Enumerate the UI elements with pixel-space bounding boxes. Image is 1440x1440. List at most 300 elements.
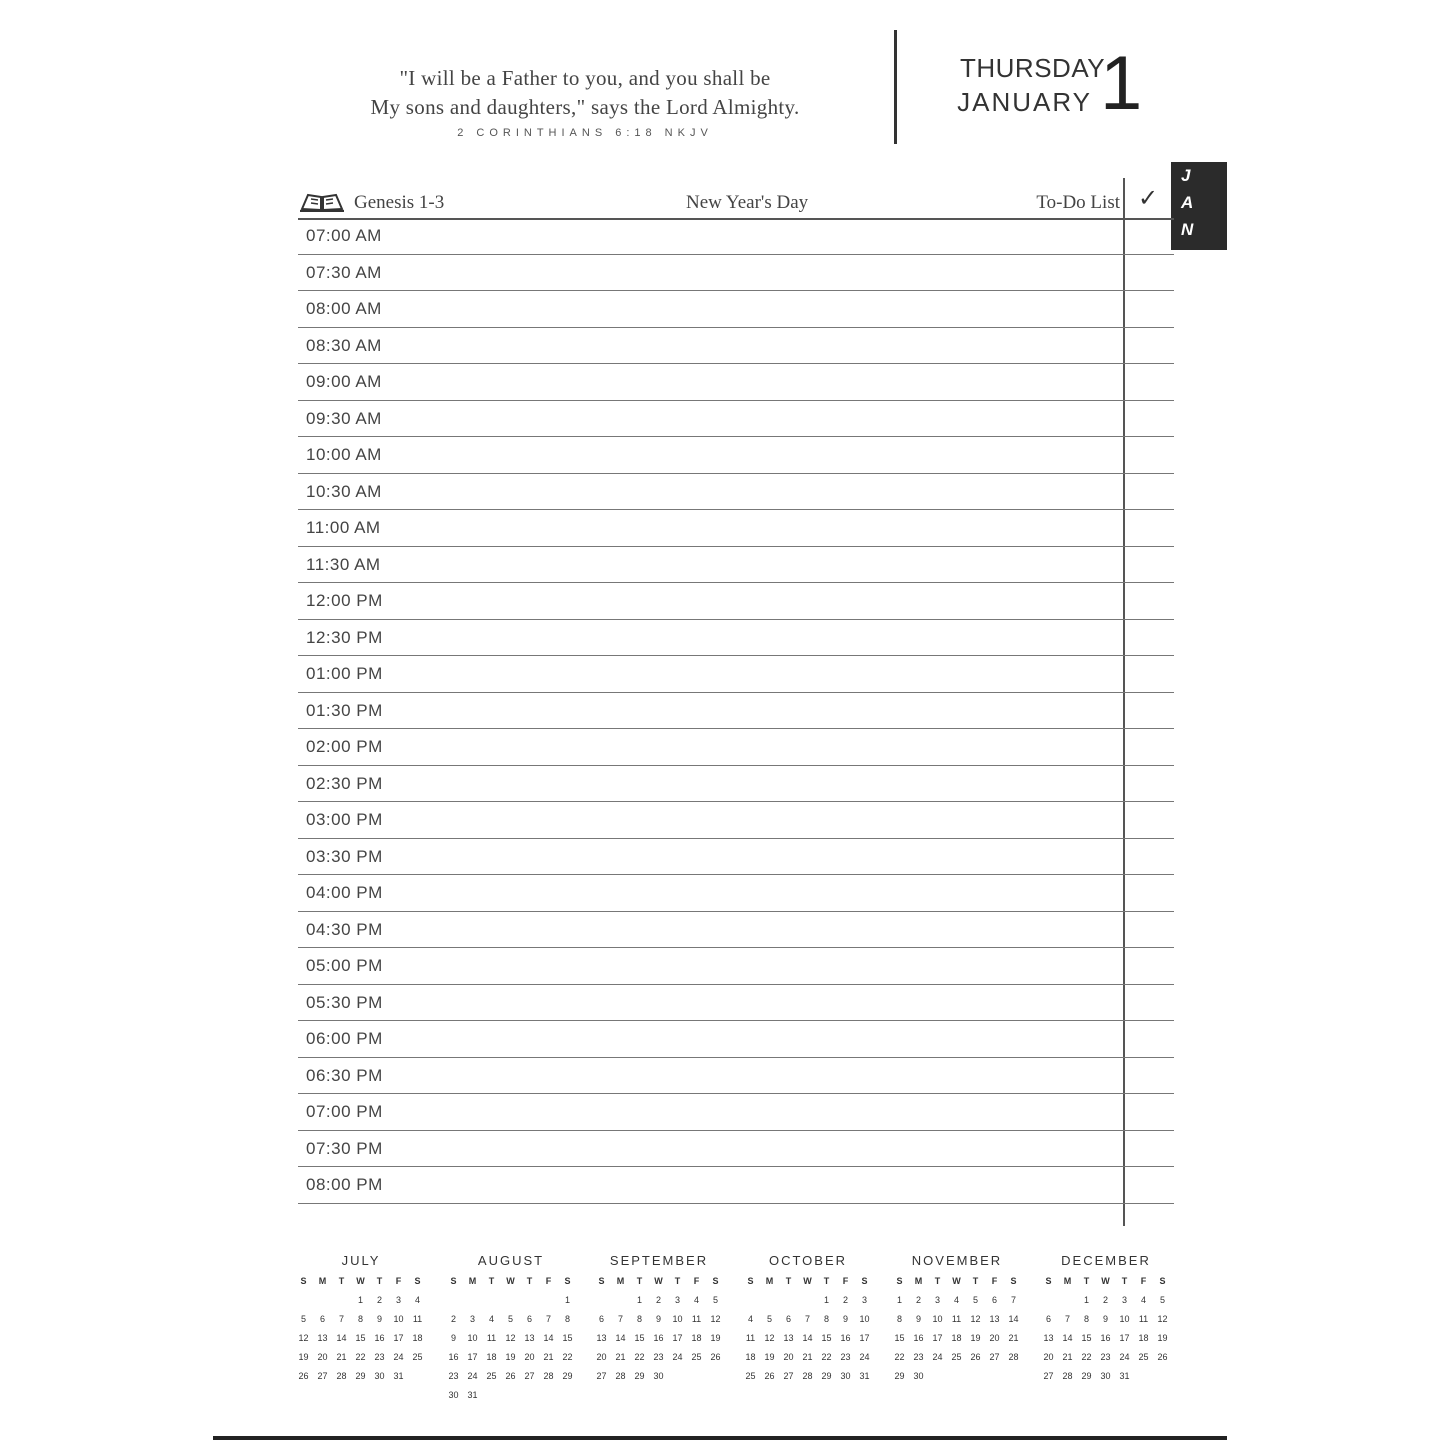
calendar-day: 18 xyxy=(412,1333,423,1343)
calendar-day: 2 xyxy=(376,1295,382,1305)
calendar-day: 28 xyxy=(336,1371,347,1381)
calendar-day: 15 xyxy=(821,1333,832,1343)
calendar-day: 1 xyxy=(636,1295,642,1305)
calendar-day: 17 xyxy=(932,1333,943,1343)
calendar-day: 13 xyxy=(1043,1333,1054,1343)
calendar-day: 14 xyxy=(336,1333,347,1343)
calendar-day: 17 xyxy=(672,1333,683,1343)
empty-cell xyxy=(482,1291,501,1310)
time-slot-row[interactable] xyxy=(298,474,1174,511)
calendar-day: 18 xyxy=(951,1333,962,1343)
mini-calendar-month: SEPTEMBER xyxy=(609,1253,709,1268)
time-label: 12:30 PM xyxy=(306,627,383,647)
weekday-header: T xyxy=(674,1276,681,1286)
calendar-day: 19 xyxy=(1157,1333,1168,1343)
weekday-header: F xyxy=(693,1276,700,1286)
weekday-header: S xyxy=(1010,1276,1017,1286)
calendar-day: 25 xyxy=(412,1352,423,1362)
empty-cell xyxy=(501,1291,520,1310)
calendar-day: 22 xyxy=(562,1352,573,1362)
calendar-day: 15 xyxy=(894,1333,905,1343)
weekday-header: T xyxy=(376,1276,383,1286)
weekday-header: T xyxy=(1083,1276,1090,1286)
time-slot-row[interactable] xyxy=(298,255,1174,292)
scripture-quote xyxy=(330,64,840,139)
calendar-day: 11 xyxy=(691,1314,702,1324)
calendar-day: 24 xyxy=(1119,1352,1130,1362)
calendar-day: 17 xyxy=(393,1333,404,1343)
calendar-day: 5 xyxy=(1159,1295,1165,1305)
weekday-header: T xyxy=(934,1276,941,1286)
weekday-header: F xyxy=(842,1276,849,1286)
calendar-day: 2 xyxy=(450,1314,456,1324)
empty-cell xyxy=(539,1291,558,1310)
empty-cell xyxy=(1058,1291,1077,1310)
time-label: 05:30 PM xyxy=(306,992,383,1012)
calendar-day: 23 xyxy=(374,1352,385,1362)
empty-cell xyxy=(332,1291,351,1310)
time-label: 10:30 AM xyxy=(306,481,382,501)
calendar-day: 19 xyxy=(970,1333,981,1343)
time-slot-row[interactable] xyxy=(298,291,1174,328)
calendar-day: 26 xyxy=(710,1352,721,1362)
calendar-day: 27 xyxy=(524,1371,535,1381)
calendar-day: 17 xyxy=(859,1333,870,1343)
calendar-day: 20 xyxy=(783,1352,794,1362)
quote-line-2: My sons and daughters," says the Lord Almighty. xyxy=(370,95,800,119)
calendar-day: 14 xyxy=(615,1333,626,1343)
calendar-day: 3 xyxy=(934,1295,940,1305)
calendar-day: 9 xyxy=(376,1314,382,1324)
calendar-day: 16 xyxy=(840,1333,851,1343)
calendar-day: 14 xyxy=(1062,1333,1073,1343)
calendar-day: 17 xyxy=(467,1352,478,1362)
calendar-day: 10 xyxy=(859,1314,870,1324)
calendar-day: 18 xyxy=(1138,1333,1149,1343)
time-label: 09:00 AM xyxy=(306,372,382,391)
calendar-day: 12 xyxy=(970,1314,981,1324)
calendar-day: 31 xyxy=(1119,1371,1130,1381)
calendar-day: 13 xyxy=(596,1333,607,1343)
calendar-day: 4 xyxy=(414,1295,420,1305)
checkmark-icon: ✓ xyxy=(1138,185,1159,212)
bottom-rule xyxy=(213,1436,1227,1440)
calendar-day: 1 xyxy=(564,1295,570,1305)
calendar-day: 24 xyxy=(859,1352,870,1362)
month-tab-letter: N xyxy=(1181,220,1194,239)
time-label: 09:30 AM xyxy=(306,408,382,428)
calendar-day: 10 xyxy=(932,1314,943,1324)
calendar-day: 7 xyxy=(1064,1314,1070,1324)
time-slot-row[interactable] xyxy=(298,1021,1174,1058)
calendar-day: 21 xyxy=(543,1352,554,1362)
time-label: 11:00 AM xyxy=(306,518,381,537)
calendar-day: 18 xyxy=(486,1352,497,1362)
time-slot-row[interactable] xyxy=(298,1131,1174,1168)
calendar-day: 23 xyxy=(1100,1352,1111,1362)
calendar-day: 11 xyxy=(412,1314,423,1324)
calendar-day: 27 xyxy=(596,1371,607,1381)
calendar-day: 10 xyxy=(393,1314,404,1324)
calendar-day: 14 xyxy=(1008,1314,1019,1324)
weekday-header: M xyxy=(468,1276,477,1286)
weekday-header: S xyxy=(564,1276,571,1286)
calendar-day: 15 xyxy=(355,1333,366,1343)
quote-line-1: "I will be a Father to you, and you shall be xyxy=(399,66,771,90)
weekday-header: T xyxy=(785,1276,792,1286)
calendar-day: 22 xyxy=(894,1352,905,1362)
calendar-day: 24 xyxy=(467,1371,478,1381)
time-slot-row[interactable] xyxy=(298,729,1174,766)
mini-calendar xyxy=(1039,1252,1173,1386)
time-slot-row[interactable] xyxy=(298,328,1174,365)
calendar-day: 9 xyxy=(1102,1314,1108,1324)
time-label: 02:00 PM xyxy=(306,737,383,756)
month-tab-letter: A xyxy=(1181,193,1194,212)
planner-header xyxy=(298,186,1174,220)
calendar-day: 19 xyxy=(505,1352,516,1362)
weekday-header: M xyxy=(765,1276,774,1286)
weekday-header: M xyxy=(914,1276,923,1286)
calendar-day: 11 xyxy=(951,1314,962,1324)
calendar-day: 29 xyxy=(1081,1371,1092,1381)
time-label: 01:30 PM xyxy=(306,700,383,720)
calendar-day: 4 xyxy=(747,1314,753,1324)
empty-cell xyxy=(592,1291,611,1310)
weekday-header: S xyxy=(1045,1276,1052,1286)
calendar-day: 19 xyxy=(710,1333,721,1343)
calendar-day: 1 xyxy=(823,1295,829,1305)
calendar-day: 28 xyxy=(802,1371,813,1381)
calendar-day: 23 xyxy=(840,1352,851,1362)
calendar-day: 25 xyxy=(951,1352,962,1362)
time-slot-row[interactable] xyxy=(298,1167,1174,1204)
calendar-day: 8 xyxy=(896,1314,902,1324)
calendar-day: 9 xyxy=(655,1314,661,1324)
calendar-day: 30 xyxy=(653,1371,664,1381)
calendar-day: 10 xyxy=(1119,1314,1130,1324)
calendar-day: 7 xyxy=(617,1314,623,1324)
calendar-day: 28 xyxy=(1008,1352,1019,1362)
calendar-day: 8 xyxy=(1083,1314,1089,1324)
calendar-day: 16 xyxy=(374,1333,385,1343)
mini-calendar-month: JULY xyxy=(341,1253,381,1268)
weekday-header: T xyxy=(823,1276,830,1286)
time-slot-row[interactable] xyxy=(298,437,1174,474)
calendar-day: 22 xyxy=(1081,1352,1092,1362)
mini-calendar-month: DECEMBER xyxy=(1061,1253,1151,1268)
weekday-header: S xyxy=(300,1276,307,1286)
calendar-day: 26 xyxy=(970,1352,981,1362)
calendar-day: 18 xyxy=(745,1352,756,1362)
empty-cell xyxy=(294,1291,313,1310)
weekday-header: W xyxy=(952,1276,961,1286)
weekday-header: F xyxy=(1140,1276,1147,1286)
weekday-header: T xyxy=(488,1276,495,1286)
calendar-day: 2 xyxy=(915,1295,921,1305)
calendar-day: 30 xyxy=(1100,1371,1111,1381)
calendar-day: 9 xyxy=(915,1314,921,1324)
month-label: JANUARY xyxy=(957,87,1092,117)
time-label: 07:30 AM xyxy=(306,262,382,282)
time-slot-row[interactable] xyxy=(298,547,1174,584)
calendar-day: 10 xyxy=(672,1314,683,1324)
weekday-header: S xyxy=(896,1276,903,1286)
calendar-day: 6 xyxy=(785,1314,791,1324)
calendar-day: 1 xyxy=(1083,1295,1089,1305)
calendar-day: 4 xyxy=(693,1295,699,1305)
calendar-day: 21 xyxy=(615,1352,626,1362)
calendar-day: 4 xyxy=(1140,1295,1146,1305)
calendar-day: 5 xyxy=(507,1314,513,1324)
calendar-day: 21 xyxy=(1062,1352,1073,1362)
weekday-header: M xyxy=(616,1276,625,1286)
calendar-day: 24 xyxy=(672,1352,683,1362)
time-slot-row[interactable] xyxy=(298,620,1174,657)
calendar-day: 26 xyxy=(1157,1352,1168,1362)
calendar-day: 21 xyxy=(1008,1333,1019,1343)
month-tab-letter: J xyxy=(1181,166,1191,185)
calendar-day: 28 xyxy=(615,1371,626,1381)
calendar-day: 14 xyxy=(543,1333,554,1343)
calendar-day: 27 xyxy=(317,1371,328,1381)
calendar-day: 27 xyxy=(783,1371,794,1381)
calendar-day: 12 xyxy=(764,1333,775,1343)
calendar-day: 9 xyxy=(842,1314,848,1324)
weekday-header: W xyxy=(803,1276,812,1286)
daily-reading: Genesis 1-3 xyxy=(354,192,445,213)
calendar-day: 9 xyxy=(450,1333,456,1343)
time-label: 01:00 PM xyxy=(306,664,383,683)
calendar-day: 27 xyxy=(989,1352,1000,1362)
time-label: 07:00 PM xyxy=(306,1102,383,1121)
calendar-day: 12 xyxy=(710,1314,721,1324)
weekday-header: S xyxy=(712,1276,719,1286)
calendar-day: 25 xyxy=(745,1371,756,1381)
open-book-icon xyxy=(300,192,344,212)
calendar-day: 5 xyxy=(712,1295,718,1305)
month-tab[interactable] xyxy=(1171,162,1227,250)
mini-calendar xyxy=(444,1252,578,1405)
calendar-day: 11 xyxy=(745,1333,756,1343)
empty-cell xyxy=(1039,1291,1058,1310)
time-slot-row[interactable] xyxy=(298,875,1174,912)
time-slot-row[interactable] xyxy=(298,364,1174,401)
calendar-day: 25 xyxy=(691,1352,702,1362)
time-slots xyxy=(298,218,1174,1204)
calendar-day: 4 xyxy=(488,1314,494,1324)
time-slot-row[interactable] xyxy=(298,839,1174,876)
calendar-day: 7 xyxy=(545,1314,551,1324)
calendar-day: 13 xyxy=(989,1314,1000,1324)
empty-cell xyxy=(779,1291,798,1310)
todo-list-label: To-Do List xyxy=(1036,192,1120,213)
time-slot-row[interactable] xyxy=(298,802,1174,839)
time-slot-row[interactable] xyxy=(298,510,1174,547)
calendar-day: 11 xyxy=(486,1333,497,1343)
calendar-day: 5 xyxy=(972,1295,978,1305)
weekday-header: M xyxy=(318,1276,327,1286)
empty-cell xyxy=(520,1291,539,1310)
calendar-day: 12 xyxy=(505,1333,516,1343)
calendar-day: 28 xyxy=(543,1371,554,1381)
mini-calendar-month: AUGUST xyxy=(477,1253,545,1268)
calendar-day: 3 xyxy=(395,1295,401,1305)
calendar-day: 20 xyxy=(596,1352,607,1362)
time-label: 08:00 PM xyxy=(306,1175,383,1194)
calendar-day: 22 xyxy=(634,1352,645,1362)
calendar-day: 8 xyxy=(823,1314,829,1324)
calendar-day: 3 xyxy=(861,1295,867,1305)
calendar-day: 30 xyxy=(840,1371,851,1381)
empty-cell xyxy=(313,1291,332,1310)
time-label: 11:30 AM xyxy=(306,554,381,574)
calendar-day: 12 xyxy=(298,1333,309,1343)
empty-cell xyxy=(760,1291,779,1310)
calendar-day: 26 xyxy=(298,1371,309,1381)
calendar-day: 30 xyxy=(374,1371,385,1381)
calendar-day: 21 xyxy=(336,1352,347,1362)
time-slot-row[interactable] xyxy=(298,218,1174,255)
calendar-day: 31 xyxy=(859,1371,870,1381)
calendar-day: 7 xyxy=(1010,1295,1016,1305)
calendar-day: 20 xyxy=(317,1352,328,1362)
calendar-day: 25 xyxy=(1138,1352,1149,1362)
time-slot-row[interactable] xyxy=(298,401,1174,438)
calendar-day: 16 xyxy=(1100,1333,1111,1343)
calendar-day: 16 xyxy=(448,1352,459,1362)
calendar-day: 15 xyxy=(1081,1333,1092,1343)
time-label: 12:00 PM xyxy=(306,591,383,610)
calendar-day: 6 xyxy=(1045,1314,1051,1324)
calendar-day: 27 xyxy=(1043,1371,1054,1381)
weekday-header: F xyxy=(395,1276,402,1286)
calendar-day: 1 xyxy=(896,1295,902,1305)
weekday-header: F xyxy=(991,1276,998,1286)
weekday-header: T xyxy=(338,1276,345,1286)
calendar-day: 7 xyxy=(338,1314,344,1324)
calendar-day: 22 xyxy=(821,1352,832,1362)
time-slot-row[interactable] xyxy=(298,1058,1174,1095)
calendar-day: 10 xyxy=(467,1333,478,1343)
time-label: 03:30 PM xyxy=(306,846,383,866)
calendar-day: 8 xyxy=(357,1314,363,1324)
calendar-day: 29 xyxy=(562,1371,573,1381)
weekday-header: W xyxy=(1101,1276,1110,1286)
weekday-header: W xyxy=(356,1276,365,1286)
calendar-day: 4 xyxy=(953,1295,959,1305)
calendar-day: 30 xyxy=(913,1371,924,1381)
calendar-day: 6 xyxy=(598,1314,604,1324)
calendar-day: 16 xyxy=(913,1333,924,1343)
time-label: 07:00 AM xyxy=(306,226,382,245)
calendar-day: 3 xyxy=(1121,1295,1127,1305)
time-label: 07:30 PM xyxy=(306,1138,383,1158)
weekday-header: T xyxy=(1121,1276,1128,1286)
time-label: 05:00 PM xyxy=(306,956,383,975)
mini-calendar xyxy=(741,1252,875,1386)
time-slot-row[interactable] xyxy=(298,1094,1174,1131)
weekday-label: THURSDAY xyxy=(960,53,1106,83)
time-label: 08:30 AM xyxy=(306,335,382,355)
time-slot-row[interactable] xyxy=(298,948,1174,985)
calendar-day: 15 xyxy=(634,1333,645,1343)
empty-cell xyxy=(444,1291,463,1310)
time-slot-row[interactable] xyxy=(298,693,1174,730)
time-label: 10:00 AM xyxy=(306,445,382,464)
time-label: 06:30 PM xyxy=(306,1065,383,1085)
time-label: 08:00 AM xyxy=(306,299,382,318)
calendar-day: 28 xyxy=(1062,1371,1073,1381)
weekday-header: T xyxy=(972,1276,979,1286)
calendar-day: 14 xyxy=(802,1333,813,1343)
weekday-header: F xyxy=(545,1276,552,1286)
time-label: 06:00 PM xyxy=(306,1029,383,1048)
mini-calendar-month: OCTOBER xyxy=(768,1253,848,1268)
calendar-day: 5 xyxy=(300,1314,306,1324)
calendar-day: 20 xyxy=(524,1352,535,1362)
calendar-day: 17 xyxy=(1119,1333,1130,1343)
calendar-day: 25 xyxy=(486,1371,497,1381)
time-slot-row[interactable] xyxy=(298,656,1174,693)
calendar-day: 6 xyxy=(319,1314,325,1324)
calendar-day: 23 xyxy=(653,1352,664,1362)
calendar-day: 18 xyxy=(691,1333,702,1343)
calendar-day: 20 xyxy=(1043,1352,1054,1362)
weekday-header: S xyxy=(1159,1276,1166,1286)
calendar-day: 6 xyxy=(526,1314,532,1324)
calendar-day: 24 xyxy=(393,1352,404,1362)
calendar-day: 3 xyxy=(674,1295,680,1305)
calendar-day: 24 xyxy=(932,1352,943,1362)
weekday-header: W xyxy=(654,1276,663,1286)
calendar-day: 2 xyxy=(655,1295,661,1305)
time-slot-row[interactable] xyxy=(298,766,1174,803)
calendar-day: 6 xyxy=(991,1295,997,1305)
calendar-day: 29 xyxy=(355,1371,366,1381)
time-label: 02:30 PM xyxy=(306,773,383,793)
weekday-header: S xyxy=(598,1276,605,1286)
weekday-header: M xyxy=(1063,1276,1072,1286)
time-label: 04:00 PM xyxy=(306,883,383,902)
weekday-header: S xyxy=(450,1276,457,1286)
calendar-day: 1 xyxy=(357,1295,363,1305)
weekday-header: S xyxy=(861,1276,868,1286)
time-slot-row[interactable] xyxy=(298,985,1174,1022)
weekday-header: S xyxy=(414,1276,421,1286)
calendar-day: 15 xyxy=(562,1333,573,1343)
calendar-day: 8 xyxy=(636,1314,642,1324)
calendar-day: 29 xyxy=(634,1371,645,1381)
time-slot-row[interactable] xyxy=(298,912,1174,949)
time-label: 03:00 PM xyxy=(306,810,383,829)
calendar-day: 23 xyxy=(448,1371,459,1381)
calendar-day: 30 xyxy=(448,1390,459,1400)
empty-cell xyxy=(611,1291,630,1310)
calendar-day: 16 xyxy=(653,1333,664,1343)
weekday-header: T xyxy=(636,1276,643,1286)
quote-reference: 2 CORINTHIANS 6:18 NKJV xyxy=(457,127,713,139)
calendar-day: 12 xyxy=(1157,1314,1168,1324)
time-label: 04:30 PM xyxy=(306,919,383,939)
time-slot-row[interactable] xyxy=(298,583,1174,620)
weekday-header: W xyxy=(506,1276,515,1286)
calendar-day: 26 xyxy=(764,1371,775,1381)
weekday-header: T xyxy=(526,1276,533,1286)
empty-cell xyxy=(798,1291,817,1310)
mini-calendar xyxy=(890,1252,1024,1386)
mini-calendar xyxy=(294,1252,428,1386)
